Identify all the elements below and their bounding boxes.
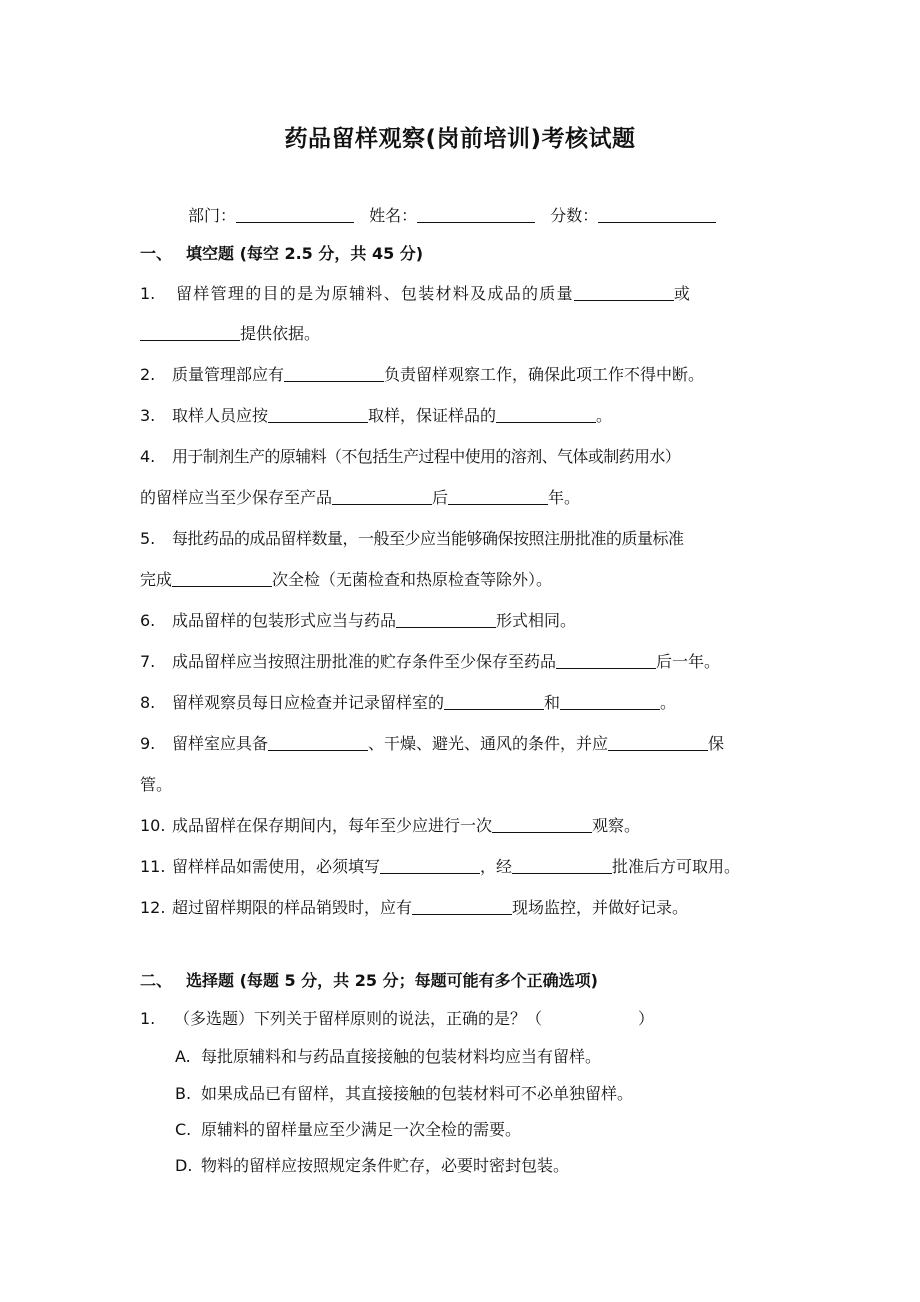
option-text: 如果成品已有留样，其直接接触的包装材料可不必单独留样。	[201, 1084, 634, 1103]
section-choice-heading	[140, 968, 598, 991]
answer-blank[interactable]	[172, 570, 272, 587]
question-number: 4.	[140, 447, 156, 466]
question-1	[140, 281, 690, 304]
question-text: 后	[432, 488, 449, 507]
question-4-cont	[140, 485, 580, 508]
question-11	[140, 854, 740, 877]
answer-blank[interactable]	[396, 611, 496, 628]
mc-question-1	[140, 1006, 654, 1029]
option-c[interactable]	[175, 1117, 521, 1140]
answer-blank[interactable]	[574, 284, 674, 301]
question-text: 提供依据。	[240, 324, 321, 343]
answer-blank[interactable]	[380, 857, 480, 874]
question-text: 留样样品如需使用，必须填写	[172, 857, 381, 876]
question-text: 留样室应具备	[172, 734, 269, 753]
question-text: 成品留样的包装形式应当与药品	[172, 611, 397, 630]
answer-blank[interactable]	[512, 857, 612, 874]
score-blank[interactable]	[598, 206, 716, 223]
question-text: 和	[544, 693, 561, 712]
question-text: 形式相同。	[496, 611, 577, 630]
option-letter: C.	[175, 1120, 192, 1139]
question-number: 8.	[140, 693, 156, 712]
section-fill-blank-heading	[140, 241, 423, 264]
answer-blank[interactable]	[560, 693, 660, 710]
option-text: 原辅料的留样量应至少满足一次全检的需要。	[201, 1120, 522, 1139]
option-letter: A.	[175, 1047, 191, 1066]
section-title: 填空题 (每空 2.5 分，共 45 分)	[186, 244, 424, 263]
answer-blank[interactable]	[608, 734, 708, 751]
option-letter: D.	[175, 1156, 193, 1175]
question-text: 观察。	[592, 816, 641, 835]
question-number: 10.	[140, 816, 166, 835]
question-number: 9.	[140, 734, 156, 753]
question-7	[140, 649, 720, 672]
name-blank[interactable]	[417, 206, 535, 223]
question-6	[140, 608, 576, 631]
dept-label: 部门：	[188, 206, 237, 225]
dept-blank[interactable]	[236, 206, 354, 223]
question-1-cont	[140, 321, 320, 344]
answer-blank[interactable]	[268, 734, 368, 751]
question-8	[140, 690, 676, 713]
option-text: 物料的留样应按照规定条件贮存，必要时密封包装。	[201, 1156, 570, 1175]
page-title: 药品留样观察(岗前培训)考核试题	[284, 126, 636, 152]
question-text: 负责留样观察工作，确保此项工作不得中断。	[384, 365, 705, 384]
question-text: 年。	[548, 488, 581, 507]
option-a[interactable]	[175, 1044, 601, 1067]
name-label: 姓名：	[369, 206, 418, 225]
header-info	[188, 203, 726, 226]
question-5-cont	[140, 567, 552, 590]
question-number: 5.	[140, 529, 156, 548]
question-text: 完成	[140, 570, 173, 589]
question-number: 3.	[140, 406, 156, 425]
question-number: 7.	[140, 652, 156, 671]
question-text: 的留样应当至少保存至产品	[140, 488, 333, 507]
option-letter: B.	[175, 1084, 192, 1103]
question-text: 质量管理部应有	[172, 365, 285, 384]
question-text: 每批药品的成品留样数量，一般至少应当能够确保按照注册批准的质量标准	[172, 529, 684, 548]
answer-blank[interactable]	[444, 693, 544, 710]
answer-blank[interactable]	[448, 488, 548, 505]
question-text: ，经	[480, 857, 513, 876]
option-text: 每批原辅料和与药品直接接触的包装材料均应当有留样。	[201, 1047, 602, 1066]
question-text: 管。	[140, 775, 173, 794]
question-text: 保	[708, 734, 725, 753]
question-text: 或	[673, 284, 690, 303]
question-number: 12.	[140, 898, 166, 917]
question-5	[140, 526, 684, 549]
question-text: 留样管理的目的是为原辅料、包装材料及成品的质量	[176, 284, 574, 303]
question-text: 取样人员应按	[172, 406, 269, 425]
question-text: 批准后方可取用。	[612, 857, 741, 876]
question-2	[140, 362, 704, 385]
question-9	[140, 731, 724, 754]
question-text: ）	[638, 1009, 655, 1028]
section-number: 一、	[140, 244, 173, 263]
question-text: 取样，保证样品的	[368, 406, 497, 425]
question-text: 后一年。	[656, 652, 721, 671]
question-10	[140, 813, 640, 836]
question-text: 次全检（无菌检查和热原检查等除外）。	[272, 570, 553, 589]
question-number: 1.	[140, 284, 156, 303]
question-text: 现场监控，并做好记录。	[512, 898, 689, 917]
answer-blank[interactable]	[284, 365, 384, 382]
answer-blank[interactable]	[492, 816, 592, 833]
question-text: 用于制剂生产的原辅料（不包括生产过程中使用的溶剂、气体或制药用水）	[172, 447, 681, 466]
question-text: 超过留样期限的样品销毁时，应有	[172, 898, 413, 917]
answer-blank[interactable]	[496, 406, 596, 423]
question-text: 、干燥、避光、通风的条件，并应	[368, 734, 609, 753]
question-12	[140, 895, 688, 918]
question-text: 。	[596, 406, 613, 425]
option-b[interactable]	[175, 1081, 633, 1104]
question-text: 留样观察员每日应检查并记录留样室的	[172, 693, 445, 712]
section-title: 选择题 (每题 5 分，共 25 分；每题可能有多个正确选项)	[186, 971, 598, 990]
question-9-cont	[140, 772, 172, 795]
score-label: 分数：	[550, 206, 599, 225]
question-3	[140, 403, 612, 426]
question-text: 成品留样在保存期间内，每年至少应进行一次	[172, 816, 493, 835]
question-number: 11.	[140, 857, 166, 876]
option-d[interactable]	[175, 1153, 569, 1176]
question-number: 6.	[140, 611, 156, 630]
question-text: （多选题）下列关于留样原则的说法，正确的是？（	[174, 1009, 543, 1028]
question-number: 2.	[140, 365, 156, 384]
answer-blank[interactable]	[412, 898, 512, 915]
answer-blank[interactable]	[140, 324, 240, 341]
answer-blank[interactable]	[268, 406, 368, 423]
question-text: 。	[660, 693, 677, 712]
answer-blank[interactable]	[332, 488, 432, 505]
question-4	[140, 444, 680, 467]
question-text: 成品留样应当按照注册批准的贮存条件至少保存至药品	[172, 652, 557, 671]
section-number: 二、	[140, 971, 173, 990]
question-number: 1.	[140, 1009, 156, 1028]
answer-blank[interactable]	[556, 652, 656, 669]
